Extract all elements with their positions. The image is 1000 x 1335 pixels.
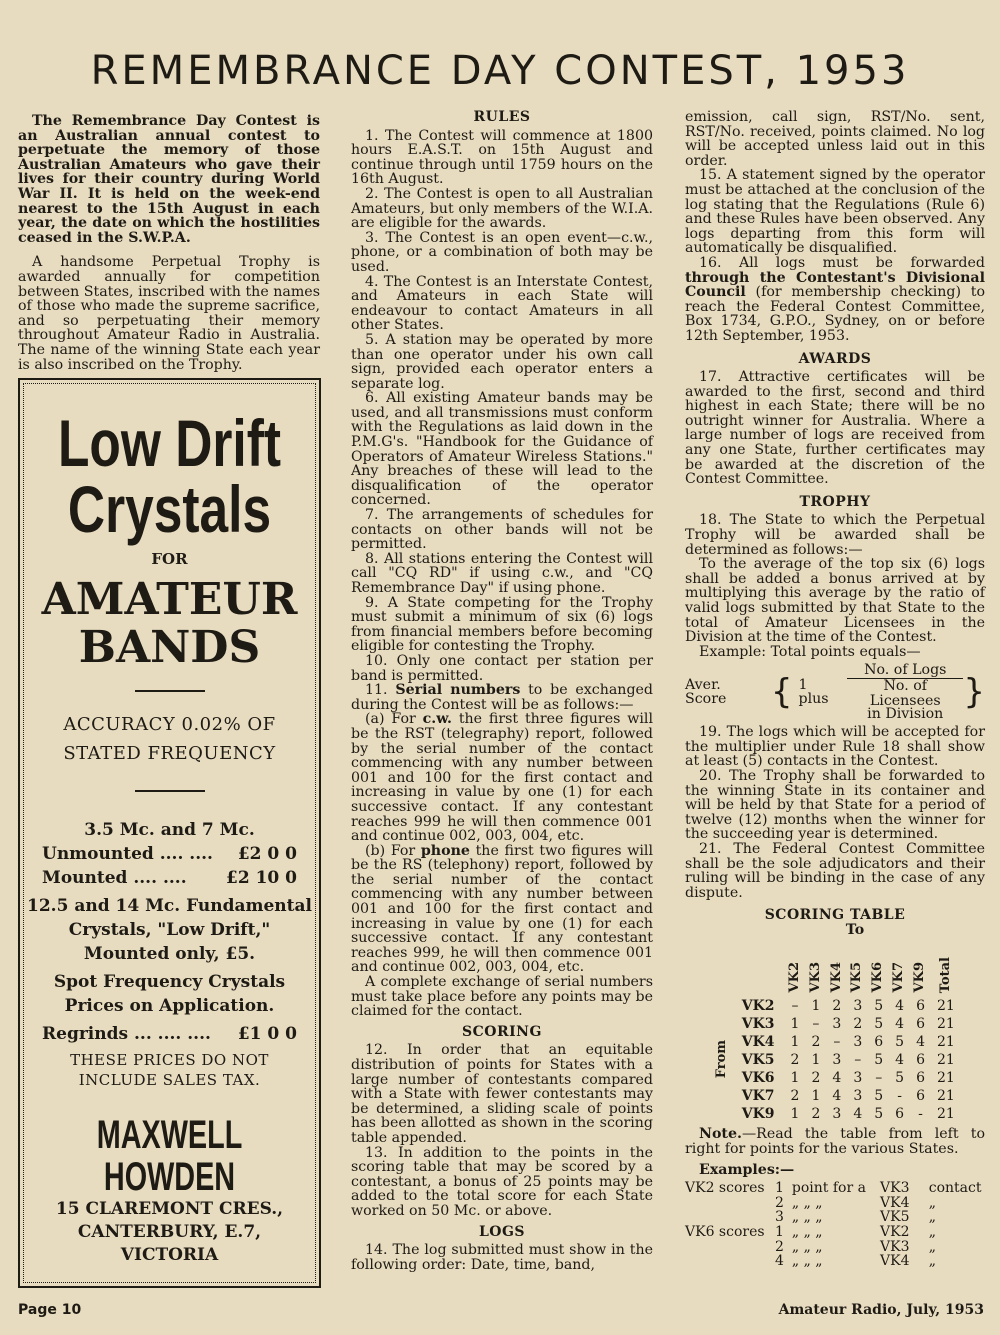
col-header: VK2 <box>786 962 802 993</box>
example-part: 1 <box>775 1180 784 1197</box>
rules-column-2 <box>685 110 985 1269</box>
table-cell: 2 <box>853 1016 863 1033</box>
example-part: „ <box>928 1253 937 1270</box>
example-part: „ „ „ <box>791 1194 823 1211</box>
rule-11-number: 11. <box>365 682 388 699</box>
table-row <box>709 1087 961 1105</box>
table-cell: 21 <box>937 998 955 1015</box>
example-row <box>685 1210 985 1225</box>
awards-heading: AWARDS <box>798 350 872 367</box>
table-cell: 6 <box>916 1016 925 1033</box>
examples-list <box>685 1181 985 1269</box>
table-cell: 1 <box>790 1016 800 1033</box>
rule-11b-text: the first two figures will be the RS (telephony) report, followed by the serial number of the contact commencing with any number between 001 and 100 for the first contact and increasing in value by one (1) for each successive contact. If any contestant reaches 999, he will then commence 001 and continue 002, 003, 004, etc. <box>351 842 654 976</box>
row-label: VK2 <box>741 998 775 1015</box>
example-part: „ <box>928 1224 937 1241</box>
rules-heading: RULES <box>473 109 531 125</box>
rule-11b-bold: phone <box>420 842 470 859</box>
example-part: „ <box>928 1238 937 1255</box>
scoring-table-to: To <box>845 921 865 938</box>
note-text: —Read the table from left to right for points for the various States. <box>685 1126 985 1158</box>
logs-heading: LOGS <box>478 1223 526 1240</box>
page-title: REMEMBRANCE DAY CONTEST, 1953 <box>90 48 910 94</box>
table-row <box>709 997 961 1015</box>
example-part: point for a <box>791 1180 866 1197</box>
table-row <box>709 1033 961 1051</box>
table-row <box>709 1069 961 1087</box>
scoring-table-header <box>709 939 961 997</box>
row-label: VK6 <box>741 1070 775 1087</box>
table-cell: 3 <box>853 998 863 1015</box>
example-part: 1 <box>775 1224 784 1241</box>
table-cell: 6 <box>916 1070 925 1087</box>
advertisement <box>18 378 321 1288</box>
example-part: „ <box>928 1194 937 1211</box>
table-cell: 4 <box>832 1070 842 1087</box>
ad-fundamental-3: Mounted only, £5. <box>83 944 256 964</box>
table-cell: 5 <box>874 1052 884 1069</box>
table-cell: 3 <box>832 1016 842 1033</box>
scoring-heading: SCORING <box>462 1023 542 1040</box>
ad-price-regrinds <box>24 1022 315 1046</box>
rule-3: 3. The Contest is an open event—c.w., phone, or a combination of both may be used. <box>351 229 653 275</box>
price-label: Unmounted .... .... <box>42 844 213 864</box>
example-row <box>685 1225 985 1240</box>
table-cell: 4 <box>853 1106 863 1123</box>
col-header: VK4 <box>828 962 844 993</box>
rule-19: 19. The logs which will be accepted for the multiplier under Rule 18 shall show at least (5) contacts in the Contest. <box>685 724 985 770</box>
trophy-formula <box>685 663 985 721</box>
table-cell: 5 <box>895 1070 905 1087</box>
table-cell: 5 <box>874 1106 884 1123</box>
note-label: Note. <box>699 1126 742 1143</box>
example-part: VK3 <box>880 1238 910 1255</box>
ad-divider <box>135 790 205 792</box>
table-cell: 1 <box>811 998 821 1015</box>
ad-address-3: VICTORIA <box>120 1245 219 1265</box>
ad-headline-1: Low Drift <box>57 406 282 480</box>
example-part <box>685 1210 775 1225</box>
row-label: VK3 <box>741 1016 775 1033</box>
examples-heading: Examples:— <box>699 1161 795 1178</box>
price-label: Mounted .... .... <box>42 868 187 888</box>
ad-tax-1: THESE PRICES DO NOT <box>70 1051 269 1069</box>
table-row <box>709 1051 961 1069</box>
trophy-paragraph: A handsome Perpetual Trophy is awarded annually for competition between States, inscribed with the names of those who made the supreme sacrifice, and so perpetuating their memory throughout Amateur Radio in Australia. The name of the winning State each year is also inscribed on the Trophy. <box>18 254 320 373</box>
example-row <box>685 1254 985 1269</box>
example-part: VK6 scores <box>685 1224 765 1241</box>
table-row <box>709 1105 961 1123</box>
price-value: £1 0 0 <box>237 1024 297 1044</box>
table-cell: 21 <box>937 1052 955 1069</box>
rule-15: 15. A statement signed by the operator must be attached at the conclusion of the log stating that the Regulations (Rule 6) and these Rules have been observed. Any logs departing from this form will automatically be disqualified. <box>685 167 985 257</box>
formula-fraction <box>847 663 963 721</box>
formula-denominator-2: in Division <box>867 706 944 723</box>
rule-11-text: to be exchanged during the Contest will be as follows:— <box>351 682 653 713</box>
example-part <box>685 1240 775 1255</box>
ad-company: MAXWELL HOWDEN <box>96 1113 243 1199</box>
advertisement-inner <box>23 383 316 1283</box>
ad-divider <box>135 690 205 692</box>
example-part: VK4 <box>880 1194 910 1211</box>
example-row <box>685 1181 985 1196</box>
table-cell: 6 <box>916 1088 925 1105</box>
example-part: 4 <box>775 1253 784 1270</box>
example-part <box>685 1254 775 1269</box>
rule-7: 7. The arrangements of schedules for contacts on other bands will not be permitted. <box>351 507 653 553</box>
rule-20: 20. The Trophy shall be forwarded to the winning State in its container and will be held by that State for a period of twelve (12) months when the winner for the succeeding year is determined. <box>685 767 985 843</box>
example-row <box>685 1240 985 1255</box>
rule-5: 5. A station may be operated by more than one operator under his own call sign, provided each operator enters a separate log. <box>351 331 653 392</box>
rule-16 <box>685 256 985 344</box>
ad-headline-3: AMATEUR <box>41 574 298 625</box>
table-cell: 3 <box>853 1070 863 1087</box>
ad-spot-1: Spot Frequency Crystals <box>53 972 286 992</box>
example-part: „ „ „ <box>791 1238 823 1255</box>
example-part: contact <box>928 1180 982 1197</box>
table-note <box>685 1127 985 1156</box>
ad-fundamental-1: 12.5 and 14 Mc. Fundamental <box>27 896 312 916</box>
rule-11b-lead: (b) For <box>365 842 416 859</box>
table-cell: 3 <box>832 1106 842 1123</box>
rules-column <box>351 110 653 1272</box>
scoring-table-from <box>709 1033 736 1087</box>
table-cell: 6 <box>916 1052 925 1069</box>
ad-headline-4: BANDS <box>78 622 261 673</box>
rule-9: 9. A State competing for the Trophy must submit a minimum of six (6) logs from financial members before becoming eligible for contesting the Trophy. <box>351 594 653 655</box>
rule-18b: To the average of the top six (6) logs shall be added a bonus arrived at by multiplying this average by the ratio of valid logs submitted by that State to the total of Amateur Licensees in the Division at the time of the Contest. <box>685 556 985 646</box>
ad-for: FOR <box>151 550 188 568</box>
ad-address-1: 15 CLAREMONT CRES., <box>55 1199 284 1219</box>
example-intro: Example: Total points equals— <box>699 643 921 660</box>
table-cell: 3 <box>832 1052 842 1069</box>
price-value: £2 0 0 <box>237 844 297 864</box>
formula-denominator: No. of Licensees <box>869 677 941 709</box>
rule-11a-text: the first three figures will be the RST (telegraphy) report, followed by the serial number of the contact commencing with any number between 001 and 100 for the first contact and increasing in value by one (1) for each successive contact. If any contestant reaches 999 he will then commence 001 and continue 002, 003, 004, etc. <box>351 711 653 845</box>
table-cell: – <box>812 1016 820 1033</box>
example-part: VK2 <box>880 1224 910 1241</box>
rule-4: 4. The Contest is an Interstate Contest, and Amateurs in each State will endeavour to contact Amateurs in all other States. <box>351 273 653 334</box>
intro-column <box>18 114 320 372</box>
table-cell: 1 <box>811 1088 821 1105</box>
table-cell: 4 <box>895 1052 905 1069</box>
table-cell: 1 <box>790 1106 800 1123</box>
rule-11 <box>351 683 653 712</box>
ad-tax-2: INCLUDE SALES TAX. <box>78 1071 261 1089</box>
table-cell: 3 <box>853 1034 863 1051</box>
ad-address-2: CANTERBURY, E.7, <box>77 1222 262 1242</box>
from-label: From <box>714 1039 730 1078</box>
rule-14: 14. The log submitted must show in the following order: Date, time, band, <box>351 1242 653 1273</box>
rule-1: 1. The Contest will commence at 1800 hours E.A.S.T. on 15th August and continue through until 1759 hours on the 16th August. <box>351 127 653 188</box>
rule-6: 6. All existing Amateur bands may be used, and all transmissions must conform with the Regulations as laid down in the P.M.G's. "Handbook for the Guidance of Operators of Amateur Wireless Stations." Any breaches of these will lead to the disqualification of the operator concerned. <box>351 390 653 509</box>
table-cell: 5 <box>895 1034 905 1051</box>
table-cell: 6 <box>895 1106 905 1123</box>
rule-11a <box>351 712 653 843</box>
example-part: „ „ „ <box>791 1253 823 1270</box>
ad-headline-2: Crystals <box>67 472 272 546</box>
table-cell: 5 <box>874 1016 884 1033</box>
table-cell: 21 <box>937 1106 955 1123</box>
col-header: VK9 <box>912 962 928 993</box>
rule-16-lead: 16. All logs must be forwarded <box>699 254 985 271</box>
rule-11b <box>351 844 653 975</box>
table-cell: 21 <box>937 1070 955 1087</box>
formula-plus: 1 plus <box>798 676 829 708</box>
table-cell: – <box>854 1052 862 1069</box>
example-part: 3 <box>775 1209 784 1226</box>
table-cell: 6 <box>916 998 925 1015</box>
example-part: VK4 <box>880 1253 910 1270</box>
row-label: VK5 <box>741 1052 775 1069</box>
table-cell: 4 <box>916 1034 925 1051</box>
table-cell: 2 <box>811 1106 821 1123</box>
scoring-table <box>709 939 961 1123</box>
table-cell: 6 <box>874 1034 884 1051</box>
row-label: VK4 <box>741 1034 775 1051</box>
table-row <box>709 1015 961 1033</box>
table-cell: 2 <box>832 998 842 1015</box>
table-cell: 1 <box>811 1052 821 1069</box>
table-cell: 4 <box>895 1016 905 1033</box>
price-value: £2 10 0 <box>226 868 297 888</box>
example-part: VK2 scores <box>685 1180 765 1197</box>
rule-12: 12. In order that an equitable distribution of points for States with a large number of contestants compared with a State with fewer contestants may be determined, a sliding scale of points has been allotted as shown in the scoring table appended. <box>351 1042 653 1146</box>
rule-17: 17. Attractive certificates will be awarded to the first, second and third highest in each State; there will be no outright winner for Australia. Where a large number of logs are received from any one State, further certificates may be awarded at the discretion of the Contest Committee. <box>685 369 985 488</box>
table-cell: 3 <box>853 1088 863 1105</box>
example-part: VK3 <box>880 1180 910 1197</box>
price-label: Regrinds ... .... .... <box>42 1024 211 1044</box>
page-number: Page 10 <box>18 1302 82 1318</box>
ad-price-mounted <box>24 866 315 890</box>
formula-numerator: No. of Logs <box>847 663 963 679</box>
table-cell: 4 <box>832 1088 842 1105</box>
col-header: VK5 <box>849 962 865 993</box>
ad-price-unmounted <box>24 842 315 866</box>
rule-11a-lead: (a) For <box>365 711 416 728</box>
rule-10: 10. Only one contact per station per band is permitted. <box>351 652 653 684</box>
col-header: Total <box>937 956 953 993</box>
example-part: „ „ „ <box>791 1224 823 1241</box>
table-cell: – <box>791 998 799 1015</box>
rule-14-continued: emission, call sign, RST/No. sent, RST/No. received, points claimed. No log will be accepted unless laid out in this order. <box>685 109 985 169</box>
row-label: VK9 <box>741 1106 775 1123</box>
col-header: VK6 <box>870 962 886 993</box>
table-cell: – <box>875 1070 883 1087</box>
rule-13: 13. In addition to the points in the scoring table that may be scored by a contestant, a bonus of 25 points may be added to the total score for each State worked on 50 Mc. or above. <box>351 1144 653 1219</box>
example-part: VK5 <box>880 1209 910 1226</box>
table-cell: 21 <box>937 1088 955 1105</box>
rule-2: 2. The Contest is open to all Australian Amateurs, but only members of the W.I.A. are eligible for the awards. <box>351 185 653 232</box>
table-cell: 1 <box>790 1034 800 1051</box>
table-cell: 2 <box>811 1034 821 1051</box>
rule-11-end: A complete exchange of serial numbers must take place before any points may be claimed for the contact. <box>351 974 653 1020</box>
ad-spot-2: Prices on Application. <box>64 996 275 1016</box>
example-part <box>685 1196 775 1211</box>
example-part: 2 <box>775 1238 784 1255</box>
rule-16-text: (for membership checking) to reach the Federal Contest Committee, Box 1734, G.P.O., Sydney, on or before 12th September, 1953. <box>685 284 985 344</box>
table-cell: - <box>897 1088 902 1105</box>
table-cell: 21 <box>937 1034 955 1051</box>
col-header: VK7 <box>891 962 907 993</box>
formula-left: Aver. Score <box>685 676 727 708</box>
row-label: VK7 <box>741 1088 775 1105</box>
rule-18: 18. The State to which the Perpetual Trophy will be awarded shall be determined as follows:— <box>685 512 985 558</box>
publication-info: Amateur Radio, July, 1953 <box>778 1302 984 1318</box>
table-cell: 2 <box>790 1052 800 1069</box>
intro-paragraph: The Remembrance Day Contest is an Australian annual contest to perpetuate the memory of those Australian Amateurs who gave their lives for their country during World War II. It is held on the week-end nearest to the 15th August in each year, the date on which the hostilities ceased in the S.W.P.A. <box>18 113 320 246</box>
rule-11-bold: Serial numbers <box>395 682 521 699</box>
table-cell: 4 <box>895 998 905 1015</box>
example-part: „ <box>928 1209 937 1226</box>
table-cell: 21 <box>937 1016 955 1033</box>
table-cell: 5 <box>874 1088 884 1105</box>
ad-fundamental-2: Crystals, "Low Drift," <box>68 920 271 940</box>
ad-bands: 3.5 Mc. and 7 Mc. <box>84 820 255 840</box>
rule-8: 8. All stations entering the Contest will call "CQ RD" if using c.w., and "CQ Remembrance Day" if using phone. <box>351 550 653 596</box>
table-cell: – <box>833 1034 841 1051</box>
example-part: 2 <box>775 1194 784 1211</box>
table-cell: 5 <box>874 998 884 1015</box>
example-part: „ „ „ <box>791 1209 823 1226</box>
brace-close-icon: } <box>963 672 985 713</box>
ad-accuracy-1: ACCURACY 0.02% OF <box>63 714 276 735</box>
trophy-heading: TROPHY <box>799 493 871 510</box>
brace-open-icon: { <box>770 672 793 713</box>
col-header: VK3 <box>807 962 823 993</box>
table-cell: 2 <box>790 1088 800 1105</box>
example-row <box>685 1196 985 1211</box>
rule-21: 21. The Federal Contest Committee shall be the sole adjudicators and their ruling will be binding in the case of any dispute. <box>685 840 985 901</box>
ad-accuracy-2: STATED FREQUENCY <box>63 743 276 764</box>
scoring-table-body <box>709 997 961 1123</box>
rule-16-bold: through the Contestant's Divisional Council <box>685 269 985 301</box>
rule-11a-bold: c.w. <box>422 711 452 728</box>
scoring-table-heading: SCORING TABLE <box>764 907 906 924</box>
table-cell: 2 <box>811 1070 821 1087</box>
table-cell: 1 <box>790 1070 800 1087</box>
table-cell: - <box>918 1106 923 1123</box>
